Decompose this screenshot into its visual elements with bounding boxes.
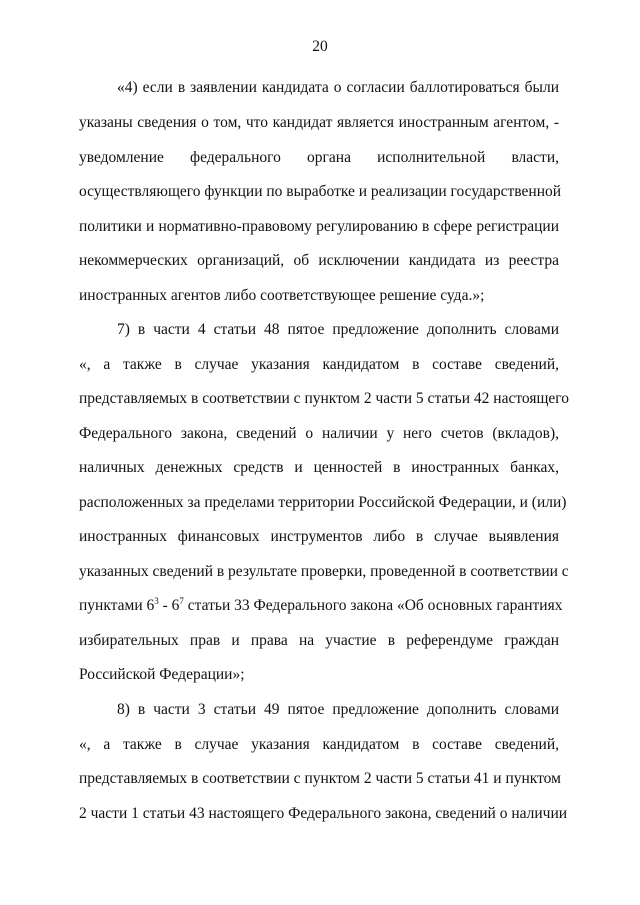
text-line: указаны сведения о том, что кандидат является иностранным агентом, - <box>79 114 559 131</box>
text-line: 7) в части 4 статьи 48 пятое предложение дополнить словами <box>117 321 559 338</box>
text-line-with-superscripts <box>79 596 563 616</box>
text-line: некоммерческих организаций, об исключении кандидата из реестра <box>79 252 559 269</box>
text-line: наличных денежных средств и ценностей в иностранных банках, <box>79 459 559 476</box>
text-line: расположенных за пределами территории Российской Федерации, и (или) <box>79 494 567 511</box>
text-fragment: - 6 <box>158 597 180 614</box>
text-line: «, а также в случае указания кандидатом в составе сведений, <box>79 356 559 373</box>
text-line: Российской Федерации»; <box>79 666 245 683</box>
text-line: «, а также в случае указания кандидатом в составе сведений, <box>79 736 559 753</box>
superscript: 7 <box>179 596 184 606</box>
text-line: политики и нормативно-правовому регулированию в сфере регистрации <box>79 218 559 235</box>
text-line: представляемых в соответствии с пунктом 2 части 5 статьи 42 настоящего <box>79 390 570 407</box>
text-line: иностранных агентов либо соответствующее решение суда.»; <box>79 287 485 304</box>
page-number: 20 <box>312 38 328 55</box>
text-line: иностранных финансовых инструментов либо в случае выявления <box>79 528 559 545</box>
text-line: указанных сведений в результате проверки, проведенной в соответствии с <box>79 563 569 580</box>
text-line: осуществляющего функции по выработке и реализации государственной <box>79 183 562 200</box>
text-line: избирательных прав и права на участие в референдуме граждан <box>79 632 559 649</box>
text-line: Федерального закона, сведений о наличии у него счетов (вкладов), <box>79 425 559 442</box>
text-fragment: статьи 33 Федерального закона «Об основных гарантиях <box>183 597 563 614</box>
superscript: 3 <box>154 596 159 606</box>
text-line: представляемых в соответствии с пунктом 2 части 5 статьи 41 и пунктом <box>79 770 561 787</box>
text-line: уведомление федерального органа исполнительной власти, <box>79 149 559 166</box>
text-line: 2 части 1 статьи 43 настоящего Федерального закона, сведений о наличии <box>79 805 568 822</box>
text-fragment: пунктами 6 <box>79 597 155 614</box>
text-line: «4) если в заявлении кандидата о согласии баллотироваться были <box>117 79 559 96</box>
text-line: 8) в части 3 статьи 49 пятое предложение дополнить словами <box>117 701 559 718</box>
